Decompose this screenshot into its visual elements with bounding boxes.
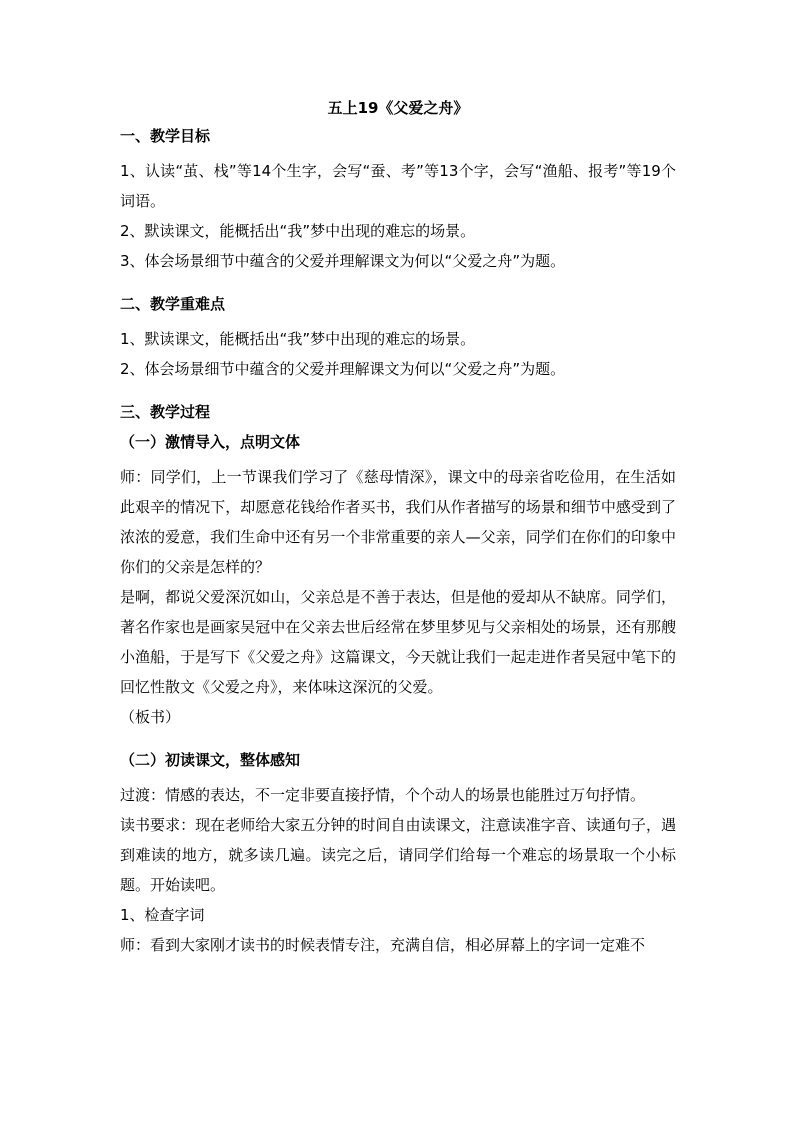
- board-note: （板书）: [120, 708, 181, 726]
- paragraph: 师：看到大家刚才读书的时候表情专注，充满自信，相必屏幕上的字词一定难不: [120, 936, 646, 954]
- document-body: [120, 98, 676, 960]
- paragraph: 读书要求：现在老师给大家五分钟的时间自由读课文，注意读准字音、读通句子，遇到难读的地方，就多读几遍。读完之后，请同学们给每一个难忘的场景取一个小标题。开始读吧。: [120, 816, 676, 894]
- subsection-heading-first-reading: （二）初读课文，整体感知: [120, 751, 301, 769]
- list-item: 1、检查字词: [120, 906, 205, 924]
- paragraph: 师：同学们，上一节课我们学习了《慈母情深》，课文中的母亲省吃俭用，在生活如此艰辛的情况下，却愿意花钱给作者买书，我们从作者描写的场景和细节中感受到了浓浓的爱意，我们生命中还有另一个非常重要的亲人—父亲，同学们在你们的印象中你们的父亲是怎样的？: [120, 468, 676, 576]
- objective-item: 3、体会场景细节中蕴含的父爱并理解课文为何以“父爱之舟”为题。: [120, 252, 566, 270]
- paragraph: 过渡：情感的表达，不一定非要直接抒情，个个动人的场景也能胜过万句抒情。: [120, 786, 646, 804]
- section-heading-objectives: 一、教学目标: [120, 127, 211, 145]
- key-point-item: 2、体会场景细节中蕴含的父爱并理解课文为何以“父爱之舟”为题。: [120, 360, 566, 378]
- subsection-heading-intro: （一）激情导入，点明文体: [120, 433, 301, 451]
- paragraph: 是啊，都说父爱深沉如山，父亲总是不善于表达，但是他的爱却从不缺席。同学们，著名作家也是画家吴冠中在父亲去世后经常在梦里梦见与父亲相处的场景，还有那艘小渔船，于是写下《父爱之舟》这篇课文，今天就让我们一起走进作者吴冠中笔下的回忆性散文《父爱之舟》，来体味这深沉的父爱。: [120, 588, 676, 696]
- section-heading-process: 三、教学过程: [120, 403, 211, 421]
- key-point-item: 1、默读课文，能概括出“我”梦中出现的难忘的场景。: [120, 330, 476, 348]
- objective-item: 2、默读课文，能概括出“我”梦中出现的难忘的场景。: [120, 222, 476, 240]
- objective-item: 1、认读“茧、栈”等14个生字，会写“蚕、考”等13个字，会写“渔船、报考”等19个词语。: [120, 162, 676, 210]
- section-heading-key-points: 二、教学重难点: [120, 295, 226, 313]
- document-title: 五上19《父爱之舟》: [327, 99, 469, 117]
